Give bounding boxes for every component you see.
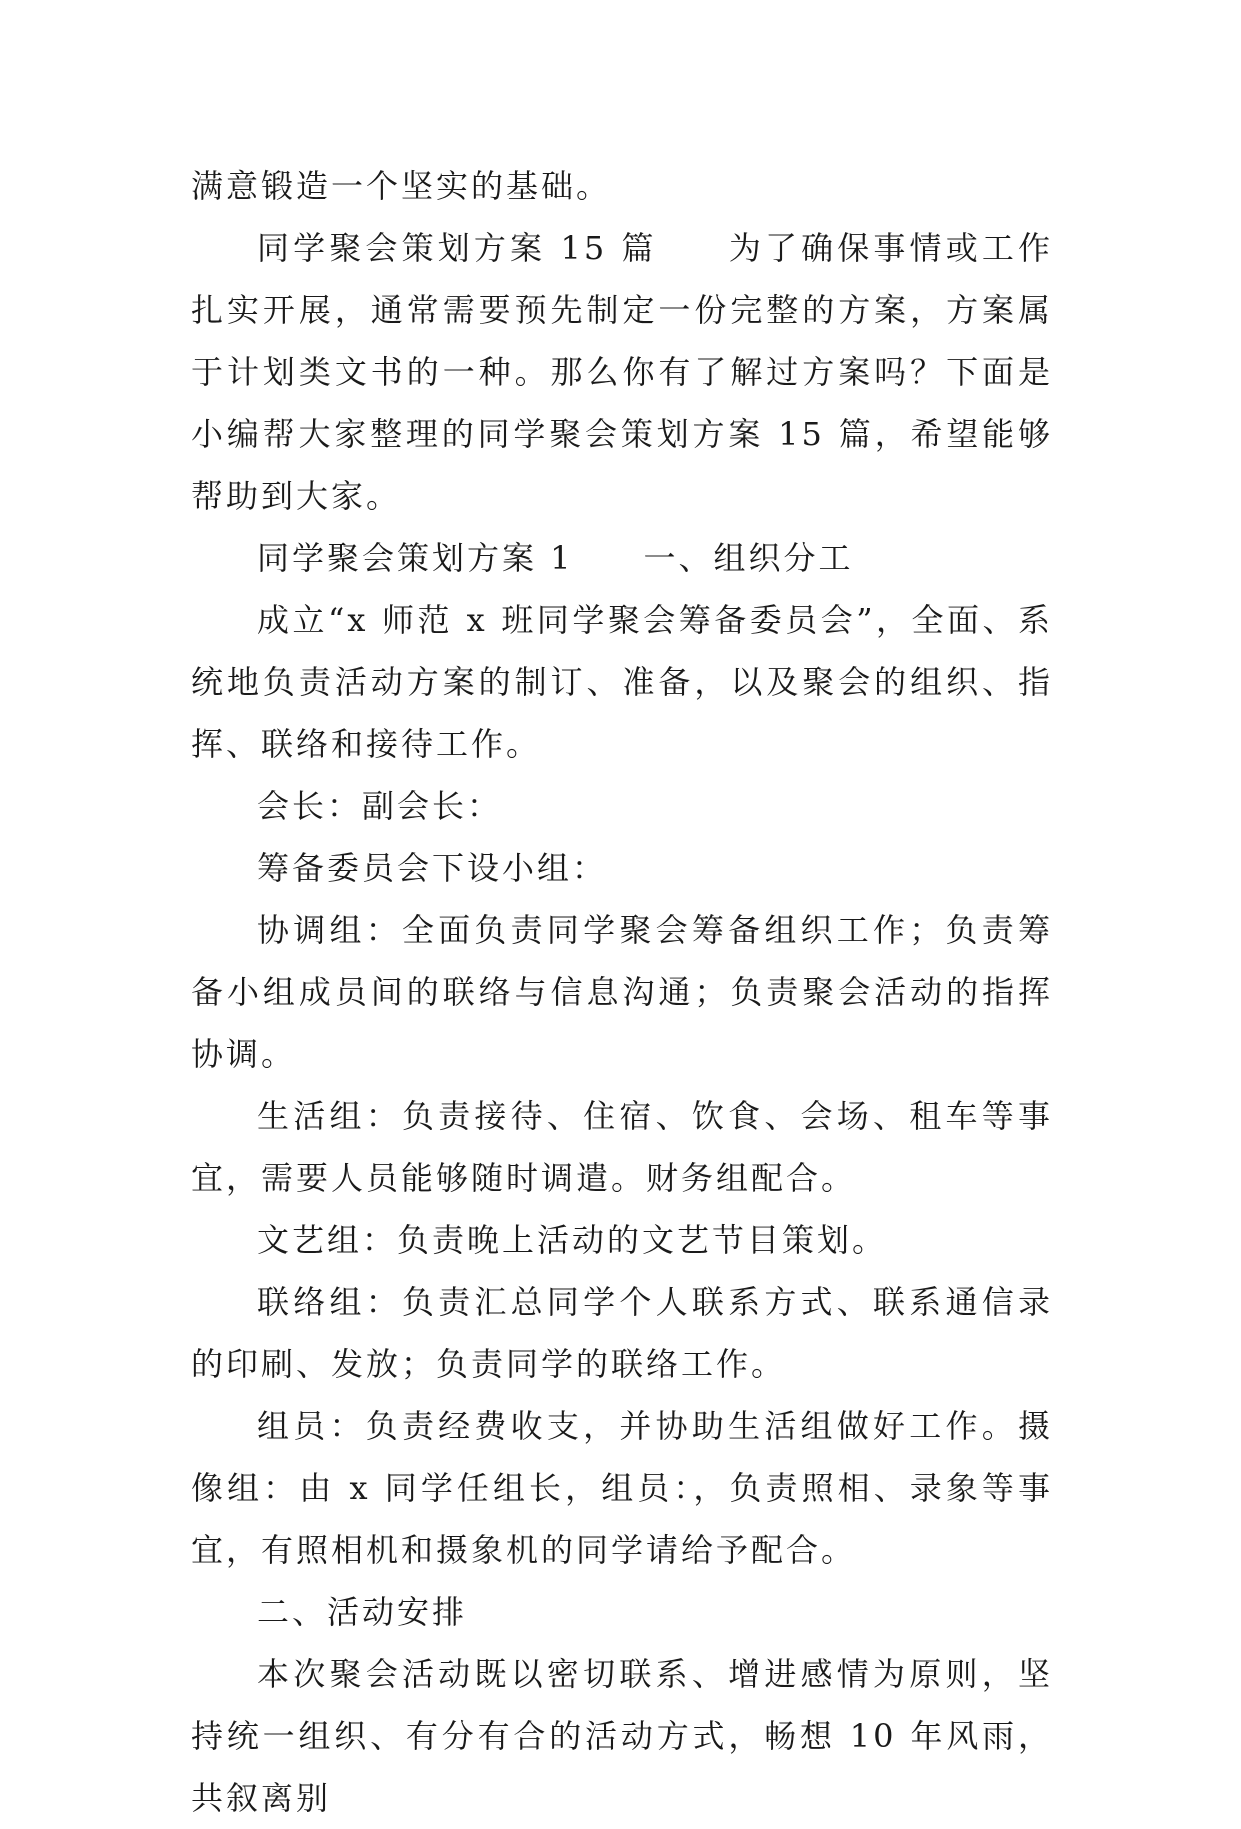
paragraph-11 <box>191 1395 1053 1581</box>
paragraph-3 <box>191 527 1053 589</box>
paragraph-text: 筹备委员会下设小组： <box>257 849 608 887</box>
paragraph-text: 满意锻造一个坚实的基础。 <box>191 167 612 205</box>
paragraph-5 <box>191 775 1053 837</box>
section-title: 同学聚会策划方案 1 <box>257 539 574 577</box>
paragraph-text: 本次聚会活动既以密切联系、增进感情为原则，坚持统一组织、有分有合的活动方式，畅想 10 年风雨，共叙离别 <box>191 1655 1053 1817</box>
paragraph-10 <box>191 1271 1053 1395</box>
section-heading: 二、活动安排 <box>257 1593 468 1631</box>
section-heading: 一、组织分工 <box>643 539 854 577</box>
paragraph-7 <box>191 899 1053 1085</box>
paragraph-13 <box>191 1643 1053 1829</box>
paragraph-text: 协调组：全面负责同学聚会筹备组织工作；负责筹备小组成员间的联络与信息沟通；负责聚会活动的指挥协调。 <box>191 911 1053 1073</box>
paragraph-text: 成立“x 师范 x 班同学聚会筹备委员会”，全面、系统地负责活动方案的制订、准备，以及聚会的组织、指挥、联络和接待工作。 <box>191 601 1053 763</box>
paragraph-text: 生活组：负责接待、住宿、饮食、会场、租车等事宜，需要人员能够随时调遣。财务组配合。 <box>191 1097 1053 1197</box>
paragraph-4 <box>191 589 1053 775</box>
paragraph-text: 会长：副会长： <box>257 787 503 825</box>
paragraph-8 <box>191 1085 1053 1209</box>
paragraph-9 <box>191 1209 1053 1271</box>
paragraph-text: 联络组：负责汇总同学个人联系方式、联系通信录的印刷、发放；负责同学的联络工作。 <box>191 1283 1053 1383</box>
document-title: 同学聚会策划方案 15 篇 <box>257 229 658 267</box>
paragraph-6 <box>191 837 1053 899</box>
paragraph-2 <box>191 217 1053 527</box>
paragraph-1 <box>191 155 1053 217</box>
paragraph-12 <box>191 1581 1053 1643</box>
paragraph-text: 文艺组：负责晚上活动的文艺节目策划。 <box>257 1221 888 1259</box>
document-body <box>191 155 1053 1829</box>
paragraph-text: 为了确保事情或工作扎实开展，通常需要预先制定一份完整的方案，方案属于计划类文书的一种。那么你有了解过方案吗？下面是小编帮大家整理的同学聚会策划方案 15 篇，希望能够帮助到大家。 <box>191 229 1053 515</box>
paragraph-text: 组员：负责经费收支，并协助生活组做好工作。摄像组：由 x 同学任组长，组员：，负责照相、录象等事宜，有照相机和摄象机的同学请给予配合。 <box>191 1407 1053 1569</box>
